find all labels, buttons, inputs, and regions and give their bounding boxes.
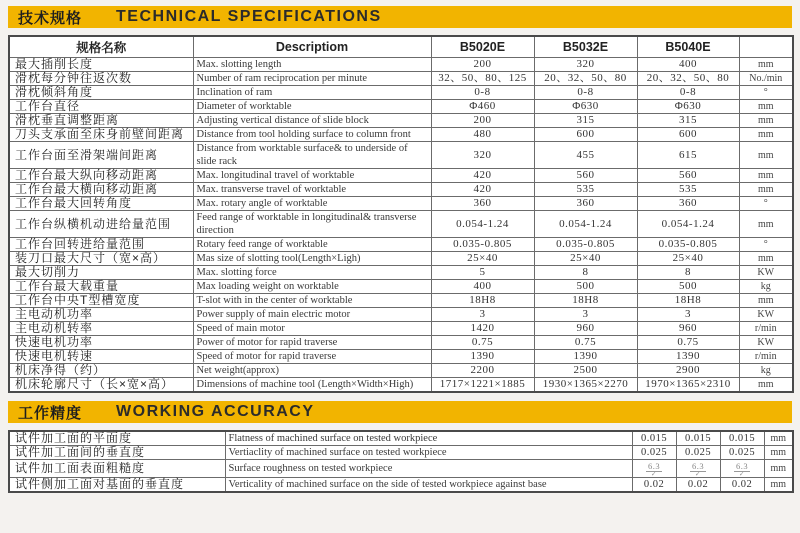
value-cell: 200: [431, 114, 534, 128]
description-cell: Speed of main motor: [193, 322, 431, 336]
table-row: [9, 86, 793, 100]
description-cell: Dimensions of machine tool (Length×Width×High): [193, 378, 431, 393]
description-cell: Verticality of machined surface on the side of tested workpiece against base: [225, 478, 632, 493]
table-row: [9, 197, 793, 211]
tech-specs-title-en: TECHNICAL SPECIFICATIONS: [116, 8, 382, 25]
unit-cell: KW: [739, 266, 793, 280]
value-cell: 25×40: [534, 252, 637, 266]
column-header-spec-name: 规格名称: [9, 36, 193, 58]
value-cell: Φ630: [637, 100, 739, 114]
surface-roughness-icon: ✓: [694, 470, 702, 478]
spec-name-cell: 试件侧加工面对基面的垂直度: [9, 478, 225, 493]
unit-cell: kg: [739, 280, 793, 294]
spec-name-cell: 工作台最大载重量: [9, 280, 193, 294]
value-cell: 0.02: [676, 478, 720, 493]
table-header-row: [9, 36, 793, 58]
value-cell: 560: [637, 169, 739, 183]
spec-name-cell: 工作台直径: [9, 100, 193, 114]
table-row: [9, 378, 793, 393]
description-cell: Max. transverse travel of worktable: [193, 183, 431, 197]
value-cell: 3: [431, 308, 534, 322]
description-cell: Max. slotting length: [193, 58, 431, 72]
table-row: [9, 183, 793, 197]
value-cell: 20、32、50、80: [534, 72, 637, 86]
value-cell: 560: [534, 169, 637, 183]
technical-specifications-table: [8, 35, 794, 393]
value-cell: 960: [637, 322, 739, 336]
spec-name-cell: 机床轮廓尺寸（长×宽×高）: [9, 378, 193, 393]
value-cell: 5: [431, 266, 534, 280]
table-row: [9, 460, 793, 478]
value-cell: 2200: [431, 364, 534, 378]
unit-cell: mm: [739, 183, 793, 197]
description-cell: Vertiaclity of machined surface on tested workpiece: [225, 446, 632, 460]
value-cell: 615: [637, 142, 739, 169]
value-cell: [720, 460, 764, 478]
value-cell: 360: [637, 197, 739, 211]
value-cell: 0.025: [676, 446, 720, 460]
value-cell: 0.75: [431, 336, 534, 350]
description-cell: Power supply of main electric motor: [193, 308, 431, 322]
unit-cell: mm: [739, 169, 793, 183]
unit-cell: mm: [764, 431, 793, 446]
value-cell: 0.054-1.24: [431, 211, 534, 238]
description-cell: Adjusting vertical distance of slide block: [193, 114, 431, 128]
value-cell: 0-8: [431, 86, 534, 100]
description-cell: Power of motor for rapid traverse: [193, 336, 431, 350]
unit-cell: mm: [764, 446, 793, 460]
spec-name-cell: 最大插削长度: [9, 58, 193, 72]
spec-name-cell: 最大切削力: [9, 266, 193, 280]
table-row: [9, 446, 793, 460]
description-cell: Flatness of machined surface on tested workpiece: [225, 431, 632, 446]
value-cell: 500: [637, 280, 739, 294]
description-cell: Diameter of worktable: [193, 100, 431, 114]
spec-name-cell: 机床净得（约）: [9, 364, 193, 378]
unit-cell: mm: [764, 478, 793, 493]
unit-cell: mm: [739, 58, 793, 72]
value-cell: 1970×1365×2310: [637, 378, 739, 393]
value-cell: 0-8: [637, 86, 739, 100]
value-cell: 0.75: [637, 336, 739, 350]
spec-name-cell: 滑枕每分钟往返次数: [9, 72, 193, 86]
value-cell: 535: [534, 183, 637, 197]
table-row: [9, 336, 793, 350]
value-cell: 315: [637, 114, 739, 128]
value-cell: 480: [431, 128, 534, 142]
spec-name-cell: 主电动机转率: [9, 322, 193, 336]
spec-name-cell: 工作台面至滑架端间距离: [9, 142, 193, 169]
unit-cell: °: [739, 197, 793, 211]
table-row: [9, 280, 793, 294]
table-row: [9, 58, 793, 72]
table-row: [9, 72, 793, 86]
spec-name-cell: 滑枕垂直调整距离: [9, 114, 193, 128]
value-cell: 0.054-1.24: [534, 211, 637, 238]
description-cell: Max. slotting force: [193, 266, 431, 280]
description-cell: Net weight(approx): [193, 364, 431, 378]
description-cell: Distance from worktable surface& to underside of slide rack: [193, 142, 431, 169]
value-cell: 25×40: [431, 252, 534, 266]
table-row: [9, 252, 793, 266]
description-cell: Inclination of ram: [193, 86, 431, 100]
spec-name-cell: 工作台最大纵向移动距离: [9, 169, 193, 183]
surface-roughness-icon: ✓: [650, 470, 658, 478]
value-cell: 320: [534, 58, 637, 72]
description-cell: Max. longitudinal travel of worktable: [193, 169, 431, 183]
value-cell: [676, 460, 720, 478]
spec-name-cell: 滑枕倾斜角度: [9, 86, 193, 100]
unit-cell: °: [739, 238, 793, 252]
value-cell: 0.025: [632, 446, 676, 460]
unit-cell: °: [739, 86, 793, 100]
unit-cell: KW: [739, 336, 793, 350]
value-cell: 0.035-0.805: [431, 238, 534, 252]
value-cell: 1420: [431, 322, 534, 336]
value-cell: 0.054-1.24: [637, 211, 739, 238]
description-cell: Speed of motor for rapid traverse: [193, 350, 431, 364]
table-row: [9, 128, 793, 142]
value-cell: 0-8: [534, 86, 637, 100]
value-cell: 500: [534, 280, 637, 294]
value-cell: 0.015: [676, 431, 720, 446]
description-cell: Max. rotary angle of worktable: [193, 197, 431, 211]
unit-cell: mm: [739, 252, 793, 266]
value-cell: 315: [534, 114, 637, 128]
description-cell: Max loading weight on worktable: [193, 280, 431, 294]
spec-name-cell: 工作台中央T型槽宽度: [9, 294, 193, 308]
unit-cell: mm: [739, 294, 793, 308]
unit-cell: mm: [739, 378, 793, 393]
working-accuracy-title-zh: 工作精度: [18, 404, 83, 422]
working-accuracy-table-body: [9, 431, 793, 492]
table-row: [9, 114, 793, 128]
value-cell: 0.02: [720, 478, 764, 493]
value-cell: Φ630: [534, 100, 637, 114]
value-cell: 400: [637, 58, 739, 72]
working-accuracy-table: [8, 430, 794, 493]
value-cell: 960: [534, 322, 637, 336]
column-header-model-b5032e: B5032E: [534, 36, 637, 58]
tech-specs-header-bar: [8, 6, 792, 28]
value-cell: 0.75: [534, 336, 637, 350]
table-row: [9, 266, 793, 280]
unit-cell: mm: [764, 460, 793, 478]
value-cell: 0.035-0.805: [534, 238, 637, 252]
value-cell: 200: [431, 58, 534, 72]
spec-name-cell: 刀头支承面至床身前壁间距离: [9, 128, 193, 142]
value-cell: Φ460: [431, 100, 534, 114]
value-cell: 360: [534, 197, 637, 211]
unit-cell: mm: [739, 128, 793, 142]
value-cell: 455: [534, 142, 637, 169]
value-cell: 1717×1221×1885: [431, 378, 534, 393]
table-row: [9, 238, 793, 252]
unit-cell: r/min: [739, 350, 793, 364]
spec-name-cell: 快速电机转速: [9, 350, 193, 364]
spec-name-cell: 主电动机功率: [9, 308, 193, 322]
value-cell: 1390: [431, 350, 534, 364]
value-cell: 400: [431, 280, 534, 294]
unit-cell: No./min: [739, 72, 793, 86]
value-cell: 600: [637, 128, 739, 142]
value-cell: 2500: [534, 364, 637, 378]
roughness-value: 6.3: [735, 461, 749, 471]
value-cell: 600: [534, 128, 637, 142]
value-cell: 25×40: [637, 252, 739, 266]
value-cell: 8: [534, 266, 637, 280]
value-cell: 0.035-0.805: [637, 238, 739, 252]
value-cell: 2900: [637, 364, 739, 378]
value-cell: 8: [637, 266, 739, 280]
spec-name-cell: 快速电机功率: [9, 336, 193, 350]
description-cell: T-slot with in the center of worktable: [193, 294, 431, 308]
table-row: [9, 169, 793, 183]
value-cell: 420: [431, 169, 534, 183]
unit-cell: r/min: [739, 322, 793, 336]
value-cell: 20、32、50、80: [637, 72, 739, 86]
unit-cell: KW: [739, 308, 793, 322]
table-row: [9, 308, 793, 322]
spec-name-cell: 工作台最大回转角度: [9, 197, 193, 211]
working-accuracy-header-bar: [8, 401, 792, 423]
roughness-value: 6.3: [691, 461, 705, 471]
value-cell: 360: [431, 197, 534, 211]
description-cell: Mas size of slotting tool(Length×Ligh): [193, 252, 431, 266]
value-cell: 1930×1365×2270: [534, 378, 637, 393]
spec-name-cell: 试件加工面间的垂直度: [9, 446, 225, 460]
value-cell: 3: [534, 308, 637, 322]
table-row: [9, 364, 793, 378]
roughness-value: 6.3: [647, 461, 661, 471]
column-header-unit: [739, 36, 793, 58]
description-cell: Rotary feed range of worktable: [193, 238, 431, 252]
column-header-model-b5040e: B5040E: [637, 36, 739, 58]
tech-specs-table-body: [9, 58, 793, 393]
value-cell: 0.015: [720, 431, 764, 446]
value-cell: 535: [637, 183, 739, 197]
unit-cell: mm: [739, 100, 793, 114]
value-cell: 420: [431, 183, 534, 197]
unit-cell: mm: [739, 211, 793, 238]
value-cell: 1390: [637, 350, 739, 364]
value-cell: 1390: [534, 350, 637, 364]
table-row: [9, 431, 793, 446]
value-cell: 3: [637, 308, 739, 322]
table-row: [9, 350, 793, 364]
value-cell: [632, 460, 676, 478]
value-cell: 0.02: [632, 478, 676, 493]
tech-specs-title-zh: 技术规格: [18, 9, 83, 27]
value-cell: 0.015: [632, 431, 676, 446]
description-cell: Surface roughness on tested workpiece: [225, 460, 632, 478]
table-row: [9, 211, 793, 238]
value-cell: 320: [431, 142, 534, 169]
value-cell: 0.025: [720, 446, 764, 460]
working-accuracy-title-en: WORKING ACCURACY: [116, 403, 315, 420]
surface-roughness-icon: ✓: [738, 470, 746, 478]
value-cell: 18H8: [431, 294, 534, 308]
spec-name-cell: 工作台回转进给量范围: [9, 238, 193, 252]
spec-name-cell: 工作台纵横机动进给量范围: [9, 211, 193, 238]
spec-name-cell: 试件加工面的平面度: [9, 431, 225, 446]
description-cell: Number of ram reciprocation per minute: [193, 72, 431, 86]
unit-cell: mm: [739, 114, 793, 128]
value-cell: 18H8: [637, 294, 739, 308]
spec-name-cell: 装刀口最大尺寸（宽×高）: [9, 252, 193, 266]
table-row: [9, 142, 793, 169]
table-row: [9, 322, 793, 336]
table-row: [9, 478, 793, 493]
spec-name-cell: 工作台最大横向移动距离: [9, 183, 193, 197]
column-header-description: Descriptiom: [193, 36, 431, 58]
unit-cell: kg: [739, 364, 793, 378]
description-cell: Feed range of worktable in longitudinal& transverse direction: [193, 211, 431, 238]
description-cell: Distance from tool holding surface to column front: [193, 128, 431, 142]
unit-cell: mm: [739, 142, 793, 169]
spec-name-cell: 试件加工面表面粗糙度: [9, 460, 225, 478]
value-cell: 18H8: [534, 294, 637, 308]
value-cell: 32、50、80、125: [431, 72, 534, 86]
table-row: [9, 294, 793, 308]
table-row: [9, 100, 793, 114]
column-header-model-b5020e: B5020E: [431, 36, 534, 58]
